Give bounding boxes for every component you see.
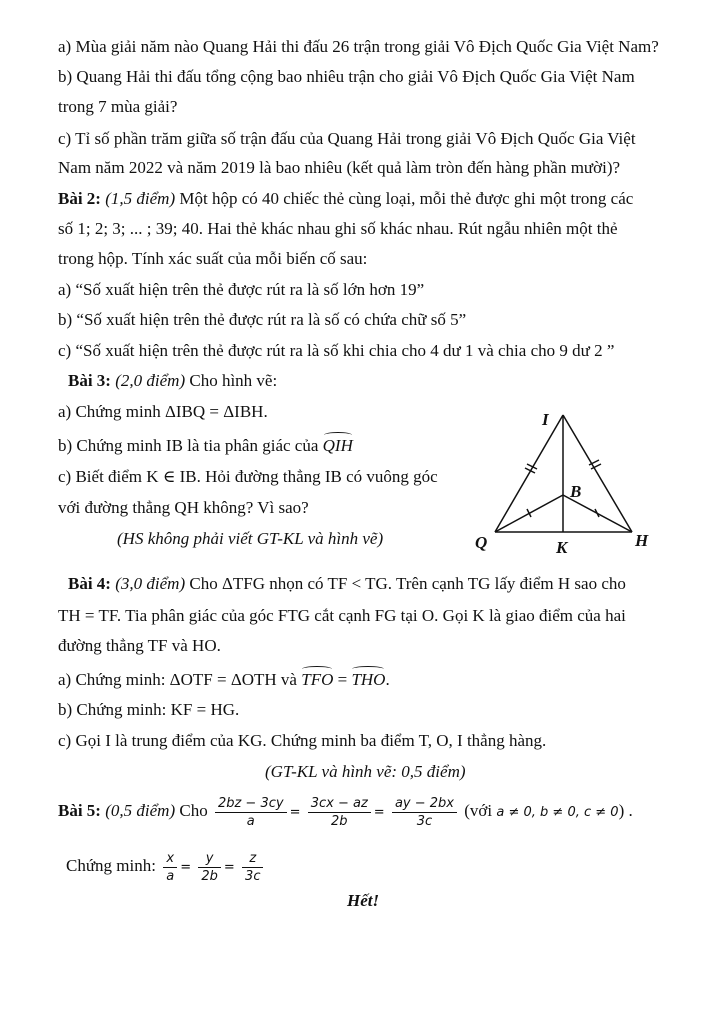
fraction-3 bbox=[392, 795, 457, 830]
bai5-points: (0,5 điểm) bbox=[105, 801, 176, 820]
bai5-condition-suffix: ) . bbox=[618, 801, 633, 820]
bai3-intro: Cho hình vẽ: bbox=[185, 371, 278, 390]
bai5-prove bbox=[66, 846, 266, 888]
fraction-1 bbox=[215, 795, 287, 830]
equals-sign-3: = bbox=[180, 860, 192, 875]
fraction-3-numerator: ay − 2bx bbox=[392, 795, 457, 813]
bai2-heading bbox=[58, 188, 633, 210]
bai5-condition: a ≠ 0, b ≠ 0, c ≠ 0 bbox=[496, 805, 619, 820]
fraction-3-denominator: 3c bbox=[416, 813, 433, 829]
bai4-text-line1: Cho ΔTFG nhọn có TF < TG. Trên cạnh TG lấy điểm H sao cho bbox=[185, 574, 626, 593]
fraction-2-denominator: 2b bbox=[331, 813, 348, 829]
fraction-6-denominator: 3c bbox=[245, 868, 261, 884]
bai4-part-a-eq: = bbox=[333, 670, 352, 689]
bai4-label: Bài 4: bbox=[68, 574, 111, 593]
q1-part-b-line1: b) Quang Hải thi đấu tổng cộng bao nhiêu trận cho giải Vô Địch Quốc Gia Việt Nam bbox=[58, 67, 635, 86]
bai5-condition-prefix: (với bbox=[464, 801, 497, 820]
bai3-part-b bbox=[58, 432, 353, 457]
angle-tfo: TFO bbox=[301, 666, 333, 691]
q1-part-a: a) Mùa giải năm nào Quang Hải thi đấu 26 trận trong giải Vô Địch Quốc Gia Việt Nam? bbox=[58, 37, 659, 56]
bai2-points: (1,5 điểm) bbox=[105, 189, 176, 208]
bai4-heading bbox=[68, 573, 626, 595]
fraction-5 bbox=[198, 850, 221, 885]
q1-part-c-line2: Nam năm 2022 và năm 2019 là bao nhiêu (kết quả làm tròn đến hàng phần mười)? bbox=[58, 158, 621, 177]
bai3-note: (HS không phải viết GT-KL và hình vẽ) bbox=[117, 529, 384, 548]
label-h: H bbox=[635, 531, 649, 550]
angle-qih: QIH bbox=[323, 432, 353, 457]
fraction-1-numerator: 2bz − 3cy bbox=[215, 795, 287, 813]
fraction-5-numerator: y bbox=[198, 850, 221, 868]
bai2-part-a: a) “Số xuất hiện trên thẻ được rút ra là số lớn hơn 19” bbox=[58, 280, 425, 299]
bai2-part-c: c) “Số xuất hiện trên thẻ được rút ra là số khi chia cho 4 dư 1 và chia cho 9 dư 2 ” bbox=[58, 341, 615, 360]
bai3-part-a: a) Chứng minh ΔIBQ = ΔIBH. bbox=[58, 402, 268, 421]
fraction-2 bbox=[308, 795, 371, 830]
bai3-part-b-text: b) Chứng minh IB là tia phân giác của bbox=[58, 436, 323, 455]
bai4-part-a-text: a) Chứng minh: ΔOTF = ΔOTH và bbox=[58, 670, 302, 689]
bai2-text-line1: Một hộp có 40 chiếc thẻ cùng loại, mỗi thẻ được ghi một trong các bbox=[175, 189, 634, 208]
fraction-4-numerator: x bbox=[163, 850, 177, 868]
bai3-part-c-line2: với đường thẳng QH không? Vì sao? bbox=[58, 498, 309, 517]
bai3-heading bbox=[68, 370, 277, 392]
fraction-6 bbox=[242, 850, 263, 885]
label-q: Q bbox=[475, 533, 488, 552]
bai5-cho: Cho bbox=[175, 801, 212, 820]
bai4-part-b: b) Chứng minh: KF = HG. bbox=[58, 700, 240, 719]
bai2-part-b: b) “Số xuất hiện trên thẻ được rút ra là số có chứa chữ số 5” bbox=[58, 310, 467, 329]
q1-part-c-line1: c) Tỉ số phần trăm giữa số trận đấu của Quang Hải trong giải Vô Địch Quốc Gia Việt bbox=[58, 129, 636, 148]
fraction-5-denominator: 2b bbox=[201, 868, 218, 884]
bai5-statement bbox=[58, 791, 633, 833]
angle-tho: THO bbox=[351, 666, 385, 691]
bai4-note: (GT-KL và hình vẽ: 0,5 điểm) bbox=[265, 762, 466, 781]
fraction-4 bbox=[163, 850, 177, 885]
bai4-part-c: c) Gọi I là trung điểm của KG. Chứng minh ba điểm T, O, I thẳng hàng. bbox=[58, 731, 547, 750]
label-k: K bbox=[556, 538, 568, 557]
bai3-label: Bài 3: bbox=[68, 371, 111, 390]
fraction-4-denominator: a bbox=[166, 868, 175, 884]
fraction-2-numerator: 3cx − az bbox=[308, 795, 371, 813]
triangle-figure bbox=[470, 405, 685, 565]
fraction-1-denominator: a bbox=[246, 813, 255, 829]
bai3-part-c-line1: c) Biết điểm K ∈ IB. Hỏi đường thẳng IB có vuông góc bbox=[58, 467, 438, 486]
bai2-label: Bài 2: bbox=[58, 189, 101, 208]
end-marker: Hết! bbox=[347, 891, 380, 910]
label-b: B bbox=[570, 482, 582, 501]
bai5-label: Bài 5: bbox=[58, 801, 101, 820]
equals-sign-4: = bbox=[223, 860, 235, 875]
bai4-part-a bbox=[58, 666, 390, 691]
bai2-text-line2: số 1; 2; 3; ... ; 39; 40. Hai thẻ khác nhau ghi số khác nhau. Rút ngẫu nhiên một thẻ bbox=[58, 219, 618, 238]
q1-part-b-line2: trong 7 mùa giải? bbox=[58, 97, 178, 116]
equals-sign-2: = bbox=[373, 805, 385, 820]
equals-sign-1: = bbox=[289, 805, 301, 820]
label-i: I bbox=[542, 410, 549, 429]
bai5-prove-label: Chứng minh: bbox=[66, 856, 161, 875]
fraction-6-numerator: z bbox=[242, 850, 263, 868]
bai2-text-line3: trong hộp. Tính xác suất của mỗi biến cố sau: bbox=[58, 249, 368, 268]
bai4-points: (3,0 điểm) bbox=[115, 574, 186, 593]
bai4-text-line2: TH = TF. Tia phân giác của góc FTG cắt cạnh FG tại O. Gọi K là giao điểm của hai bbox=[58, 606, 626, 625]
bai4-part-a-end: . bbox=[385, 670, 390, 689]
bai3-points: (2,0 điểm) bbox=[115, 371, 186, 390]
bai4-text-line3: đường thẳng TF và HO. bbox=[58, 636, 221, 655]
